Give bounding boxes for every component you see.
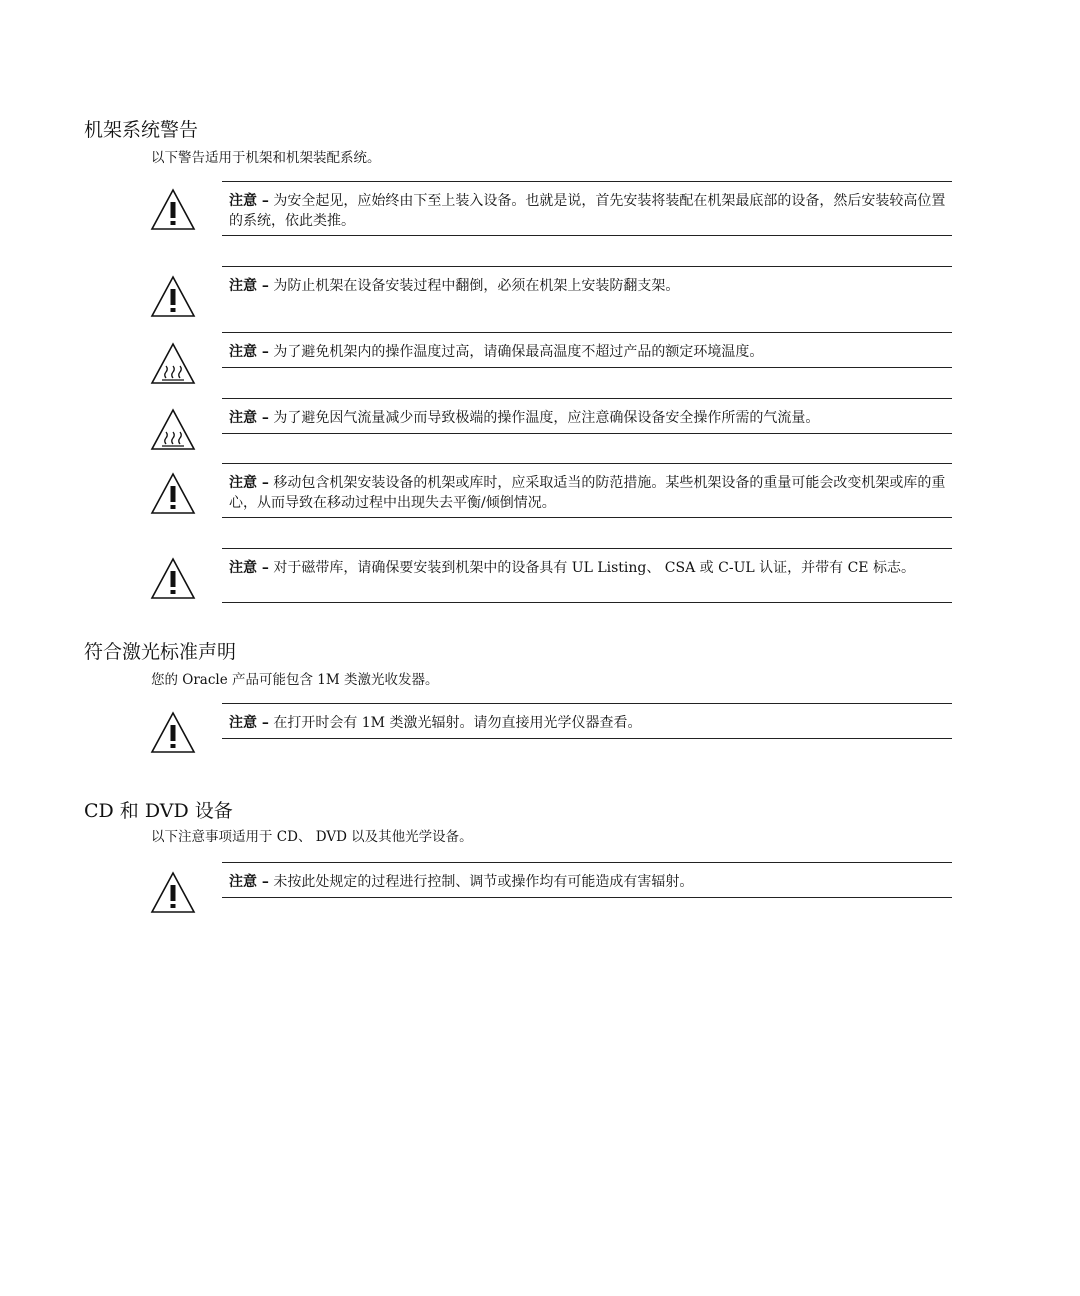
- section-intro-rack-warnings: 以下警告适用于机架和机架装配系统。: [151, 150, 381, 166]
- section-heading-laser-compliance: 符合激光标准声明: [84, 641, 237, 663]
- section-intro-laser-compliance: 您的 Oracle 产品可能包含 1M 类激光收发器。: [151, 672, 439, 688]
- caution-label: 注意 –: [229, 193, 269, 209]
- exclamation-warning-icon: [150, 188, 196, 231]
- caution-text: 对于磁带库，请确保要安装到机架中的设备具有 UL Listing、 CSA 或 C-UL 认证，并带有 CE 标志。: [268, 560, 915, 576]
- section-intro-cd-dvd-devices: 以下注意事项适用于 CD、 DVD 以及其他光学设备。: [151, 829, 473, 845]
- caution-label: 注意 –: [229, 560, 269, 576]
- caution-notice: [222, 463, 952, 518]
- caution-label: 注意 –: [229, 344, 269, 360]
- caution-text: 为了避免因气流量减少而导致极端的操作温度，应注意确保设备安全操作所需的气流量。: [268, 410, 820, 426]
- exclamation-warning-icon: [150, 275, 196, 318]
- section-heading-cd-dvd-devices: CD 和 DVD 设备: [84, 800, 233, 822]
- caution-text: 为安全起见，应始终由下至上装入设备。也就是说，首先安装将装配在机架最底部的设备，然后安装较高位置的系统，依此类推。: [229, 193, 946, 229]
- caution-notice: [222, 266, 952, 333]
- caution-notice: [222, 862, 952, 898]
- caution-label: 注意 –: [229, 475, 269, 491]
- exclamation-warning-icon: [150, 472, 196, 515]
- caution-text: 为防止机架在设备安装过程中翻倒，必须在机架上安装防翻支架。: [268, 278, 680, 294]
- caution-notice: [222, 703, 952, 739]
- hot-surface-warning-icon: [150, 342, 196, 385]
- exclamation-warning-icon: [150, 711, 196, 754]
- caution-notice: [222, 332, 952, 368]
- caution-notice: [222, 398, 952, 434]
- caution-label: 注意 –: [229, 278, 269, 294]
- caution-label: 注意 –: [229, 874, 269, 890]
- exclamation-warning-icon: [150, 871, 196, 914]
- caution-text: 移动包含机架安装设备的机架或库时，应采取适当的防范措施。某些机架设备的重量可能会改变机架或库的重心，从而导致在移动过程中出现失去平衡/倾倒情况。: [229, 475, 946, 511]
- caution-label: 注意 –: [229, 410, 269, 426]
- section-heading-rack-warnings: 机架系统警告: [84, 119, 199, 141]
- caution-notice: [222, 181, 952, 236]
- exclamation-warning-icon: [150, 557, 196, 600]
- hot-surface-warning-icon: [150, 408, 196, 451]
- caution-notice: [222, 548, 952, 603]
- caution-text: 未按此处规定的过程进行控制、调节或操作均有可能造成有害辐射。: [268, 874, 694, 890]
- caution-text: 在打开时会有 1M 类激光辐射。请勿直接用光学仪器查看。: [268, 715, 642, 731]
- caution-label: 注意 –: [229, 715, 269, 731]
- caution-text: 为了避免机架内的操作温度过高，请确保最高温度不超过产品的额定环境温度。: [268, 344, 764, 360]
